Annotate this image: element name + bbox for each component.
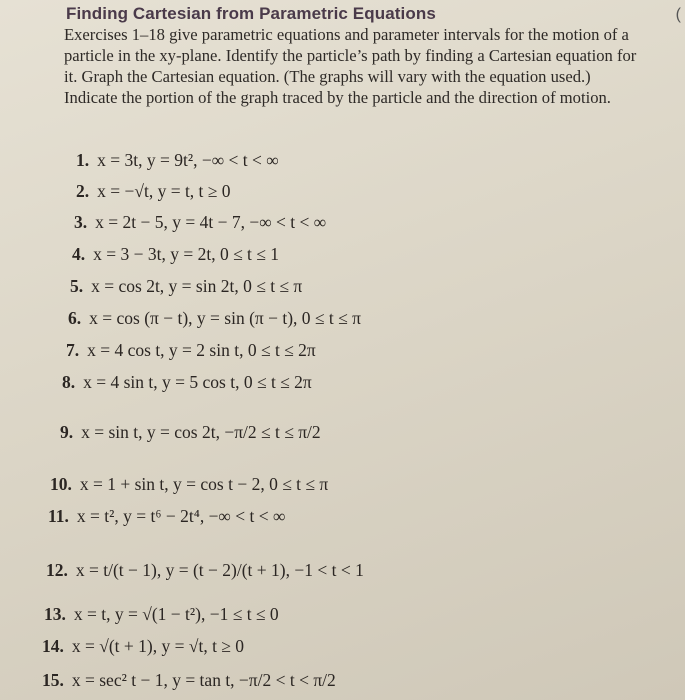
exercise-equation: x = 1 + sin t, y = cos t − 2, 0 ≤ t ≤ π	[79, 474, 329, 494]
exercise-equation: x = cos (π − t), y = sin (π − t), 0 ≤ t ≤ π	[89, 308, 361, 328]
exercise-equation: x = 3 − 3t, y = 2t, 0 ≤ t ≤ 1	[93, 244, 280, 264]
exercise-number: 5.	[70, 276, 84, 296]
exercise-11	[48, 506, 286, 527]
exercise-number: 8.	[62, 372, 76, 392]
exercise-13	[44, 604, 279, 625]
exercise-number: 15.	[42, 670, 64, 690]
exercise-15	[42, 670, 336, 691]
exercise-equation: x = 2t − 5, y = 4t − 7, −∞ < t < ∞	[95, 212, 327, 232]
exercise-number: 10.	[50, 474, 72, 494]
exercise-12	[46, 560, 364, 581]
exercise-equation: x = 4 cos t, y = 2 sin t, 0 ≤ t ≤ 2π	[87, 340, 316, 360]
exercise-equation: x = 3t, y = 9t², −∞ < t < ∞	[97, 150, 279, 170]
exercise-equation: x = t², y = t⁶ − 2t⁴, −∞ < t < ∞	[76, 506, 286, 526]
exercise-number: 7.	[66, 340, 80, 360]
exercise-4	[72, 244, 279, 265]
exercise-number: 9.	[60, 422, 74, 442]
exercise-number: 4.	[72, 244, 86, 264]
exercise-10	[50, 474, 328, 495]
exercise-5	[70, 276, 302, 297]
exercise-1	[76, 150, 279, 171]
exercise-equation: x = sec² t − 1, y = tan t, −π/2 < t < π/2	[71, 670, 336, 690]
exercise-equation: x = t, y = √(1 − t²), −1 ≤ t ≤ 0	[73, 604, 279, 624]
exercise-8	[62, 372, 312, 393]
exercise-3	[74, 212, 326, 233]
exercise-instructions: Exercises 1–18 give parametric equations and parameter intervals for the motion of a particle in the xy-plane. Identify the particle’s path by finding a Cartesian equation for it. Graph the Cartesian equation. (The graphs will vary with the equation used.) Indicate the portion of the graph traced by the particle and the direction of motion.	[64, 25, 637, 107]
exercise-14	[42, 636, 244, 657]
exercise-9	[60, 422, 321, 443]
exercise-number: 12.	[46, 560, 68, 580]
section-heading: Finding Cartesian from Parametric Equations	[66, 4, 436, 23]
exercise-number: 11.	[48, 506, 69, 526]
exercise-equation: x = t/(t − 1), y = (t − 2)/(t + 1), −1 < t < 1	[75, 560, 364, 580]
exercise-number: 14.	[42, 636, 64, 656]
exercise-number: 3.	[74, 212, 88, 232]
exercise-equation: x = −√t, y = t, t ≥ 0	[97, 181, 231, 201]
exercise-equation: x = 4 sin t, y = 5 cos t, 0 ≤ t ≤ 2π	[83, 372, 312, 392]
exercise-equation: x = √(t + 1), y = √t, t ≥ 0	[71, 636, 245, 656]
exercise-6	[68, 308, 361, 329]
exercise-equation: x = cos 2t, y = sin 2t, 0 ≤ t ≤ π	[91, 276, 303, 296]
exercise-number: 1.	[76, 150, 90, 170]
exercise-7	[66, 340, 316, 361]
page-edge-mark: (	[675, 6, 681, 23]
exercise-number: 2.	[76, 181, 90, 201]
exercise-number: 6.	[68, 308, 82, 328]
exercise-equation: x = sin t, y = cos 2t, −π/2 ≤ t ≤ π/2	[81, 422, 321, 442]
exercise-2	[76, 181, 231, 202]
exercise-number: 13.	[44, 604, 66, 624]
